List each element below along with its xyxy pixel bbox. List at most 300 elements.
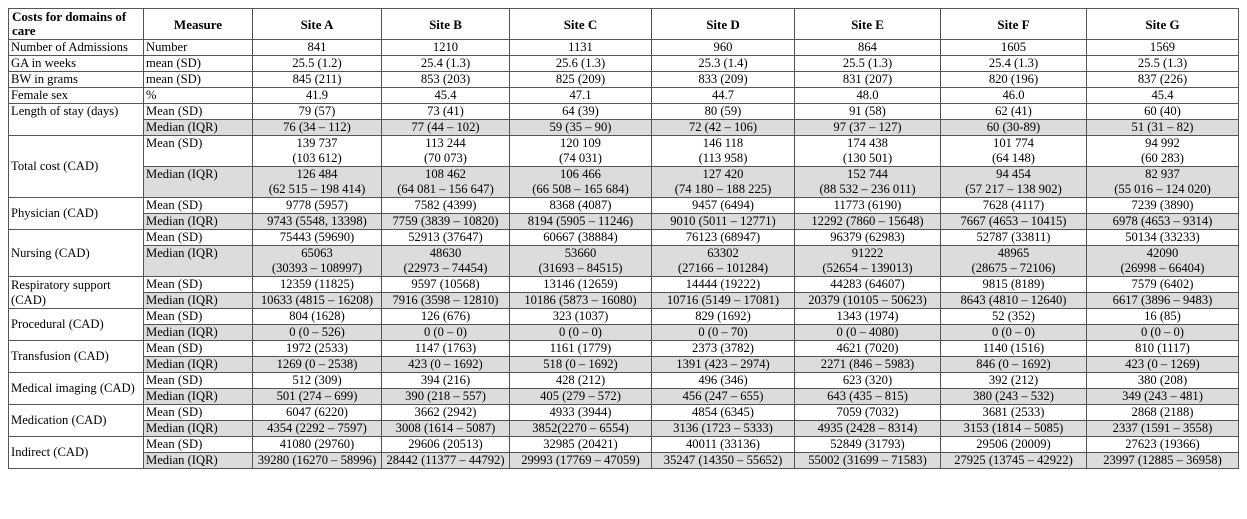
- table-cell: [1087, 437, 1239, 453]
- table-cell: [795, 230, 941, 246]
- cell-line: 7582 (4399): [414, 198, 477, 212]
- cell-line: 825 (209): [555, 72, 606, 86]
- table-cell: [1087, 230, 1239, 246]
- cell-line: 113 244: [425, 136, 466, 150]
- cost-table: [8, 8, 1239, 469]
- table-cell: [382, 373, 510, 389]
- cell-line: 94 454: [996, 167, 1031, 181]
- table-cell: [382, 437, 510, 453]
- cell-line: 1391 (423 – 2974): [676, 357, 770, 371]
- cell-line: 27623 (19366): [1125, 437, 1200, 451]
- cell-line: 152 744: [847, 167, 888, 181]
- table-row: [9, 405, 1239, 421]
- table-cell: [253, 357, 382, 373]
- measure-label: Median (IQR): [144, 357, 253, 373]
- cell-line: 6047 (6220): [286, 405, 348, 419]
- cell-line: 0 (0 – 0): [1140, 325, 1185, 339]
- cell-line: 23997 (12885 – 36958): [1103, 453, 1222, 467]
- table-cell: [253, 56, 382, 72]
- measure-label: Mean (SD): [144, 373, 253, 389]
- table-cell: [652, 56, 795, 72]
- table-cell: [1087, 341, 1239, 357]
- table-cell: [382, 167, 510, 198]
- table-cell: [1087, 40, 1239, 56]
- cell-line: 106 466: [560, 167, 601, 181]
- table-cell: [652, 277, 795, 293]
- cell-line: 25.6 (1.3): [555, 56, 606, 70]
- table-cell: [382, 198, 510, 214]
- table-cell: [253, 389, 382, 405]
- domain-label: Length of stay (days): [9, 104, 144, 136]
- table-cell: [652, 421, 795, 437]
- table-cell: [941, 230, 1087, 246]
- cell-line: 7059 (7032): [836, 405, 899, 419]
- table-cell: [510, 325, 652, 341]
- table-cell: [510, 246, 652, 277]
- cell-line: 28442 (11377 – 44792): [386, 453, 505, 467]
- table-cell: [941, 72, 1087, 88]
- cell-line: 1569: [1149, 40, 1176, 54]
- cell-line: 845 (211): [292, 72, 342, 86]
- domain-label: GA in weeks: [9, 56, 144, 72]
- measure-label: Median (IQR): [144, 167, 253, 198]
- cell-line: 831 (207): [842, 72, 893, 86]
- table-row: [9, 325, 1239, 341]
- table-cell: [253, 373, 382, 389]
- cell-line: 10716 (5149 – 17081): [666, 293, 780, 307]
- table-row: [9, 309, 1239, 325]
- table-cell: [652, 373, 795, 389]
- cell-line: 27925 (13745 – 42922): [954, 453, 1073, 467]
- table-cell: [795, 246, 941, 277]
- cell-line: 833 (209): [698, 72, 748, 86]
- cell-line: 60 (30-89): [986, 120, 1041, 134]
- table-cell: [382, 230, 510, 246]
- cell-line: 174 438: [847, 136, 888, 150]
- domain-label: Indirect (CAD): [9, 437, 144, 469]
- cell-line: 841: [307, 40, 327, 54]
- table-row: [9, 230, 1239, 246]
- measure-label: Mean (SD): [144, 309, 253, 325]
- table-row: [9, 88, 1239, 104]
- cell-line: 29506 (20009): [976, 437, 1051, 451]
- cell-line: 0 (0 – 0): [991, 325, 1036, 339]
- table-cell: [510, 373, 652, 389]
- cell-line: 59 (35 – 90): [549, 120, 612, 134]
- table-cell: [382, 421, 510, 437]
- cell-line: 79 (57): [298, 104, 336, 118]
- measure-label: Mean (SD): [144, 230, 253, 246]
- cell-line: 41080 (29760): [279, 437, 355, 451]
- domain-label: Physician (CAD): [9, 198, 144, 230]
- table-cell: [652, 246, 795, 277]
- measure-label: Median (IQR): [144, 421, 253, 437]
- cell-line: 25.4 (1.3): [988, 56, 1039, 70]
- cell-line: (130 501): [842, 151, 893, 165]
- table-cell: [253, 325, 382, 341]
- cell-line: 50134 (33233): [1125, 230, 1200, 244]
- cell-line: 7916 (3598 – 12810): [392, 293, 499, 307]
- table-row: [9, 214, 1239, 230]
- cell-line: 3852(2270 – 6554): [532, 421, 629, 435]
- cell-line: 1972 (2533): [286, 341, 348, 355]
- table-cell: [795, 357, 941, 373]
- cell-line: 72 (42 – 106): [688, 120, 758, 134]
- cell-line: 496 (346): [698, 373, 748, 387]
- cell-line: 55002 (31699 – 71583): [808, 453, 927, 467]
- measure-label: mean (SD): [144, 72, 253, 88]
- cell-line: 12292 (7860 – 15648): [811, 214, 924, 228]
- table-cell: [652, 40, 795, 56]
- domain-label: Nursing (CAD): [9, 230, 144, 277]
- table-row: [9, 389, 1239, 405]
- table-cell: [1087, 56, 1239, 72]
- table-cell: [382, 88, 510, 104]
- cell-line: 3662 (2942): [414, 405, 477, 419]
- cell-line: 25.5 (1.2): [292, 56, 342, 70]
- cell-line: 1131: [568, 40, 593, 54]
- table-cell: [510, 309, 652, 325]
- table-cell: [941, 453, 1087, 469]
- table-row: [9, 136, 1239, 167]
- cell-line: 1161 (1779): [549, 341, 612, 355]
- table-row: [9, 104, 1239, 120]
- cell-line: 63302: [707, 246, 739, 260]
- table-cell: [795, 293, 941, 309]
- cell-line: 42090: [1146, 246, 1179, 260]
- cell-line: 139 737: [296, 136, 338, 150]
- cell-line: 9815 (8189): [982, 277, 1045, 291]
- table-cell: [795, 405, 941, 421]
- cell-line: 44283 (64607): [830, 277, 905, 291]
- header-row: [9, 9, 1239, 40]
- cell-line: (103 612): [292, 151, 342, 165]
- cell-line: 7628 (4117): [982, 198, 1045, 212]
- table-cell: [253, 104, 382, 120]
- table-cell: [795, 341, 941, 357]
- table-cell: [253, 88, 382, 104]
- cell-line: (74 031): [558, 151, 603, 165]
- cell-line: 349 (243 – 481): [1122, 389, 1203, 403]
- table-cell: [795, 453, 941, 469]
- cell-line: 3153 (1814 – 5085): [963, 421, 1064, 435]
- cell-line: 120 109: [560, 136, 601, 150]
- domain-label: Procedural (CAD): [9, 309, 144, 341]
- cell-line: 2373 (3782): [692, 341, 754, 355]
- cell-line: 9778 (5957): [286, 198, 348, 212]
- cell-line: 77 (44 – 102): [411, 120, 480, 134]
- table-cell: [510, 405, 652, 421]
- table-cell: [382, 293, 510, 309]
- table-row: [9, 56, 1239, 72]
- table-cell: [652, 341, 795, 357]
- cell-line: 47.1: [569, 88, 592, 102]
- table-cell: [382, 389, 510, 405]
- table-cell: [652, 104, 795, 120]
- cell-line: 91222: [851, 246, 884, 260]
- cell-line: 428 (212): [555, 373, 606, 387]
- table-cell: [1087, 72, 1239, 88]
- cell-line: (55 016 – 124 020): [1114, 182, 1211, 196]
- cell-line: 456 (247 – 655): [682, 389, 764, 403]
- table-cell: [941, 277, 1087, 293]
- table-cell: [652, 405, 795, 421]
- cell-line: 4854 (6345): [692, 405, 754, 419]
- cell-line: 32985 (20421): [543, 437, 618, 451]
- table-cell: [382, 136, 510, 167]
- cell-line: 4935 (2428 – 8314): [817, 421, 918, 435]
- table-row: [9, 198, 1239, 214]
- cell-line: 0 (0 – 70): [698, 325, 748, 339]
- cell-line: 501 (274 – 699): [276, 389, 358, 403]
- table-cell: [941, 104, 1087, 120]
- cell-line: 623 (320): [842, 373, 893, 387]
- cell-line: (64 081 – 156 647): [397, 182, 494, 196]
- table-cell: [510, 357, 652, 373]
- table-cell: [382, 120, 510, 136]
- table-cell: [253, 309, 382, 325]
- cell-line: 101 774: [993, 136, 1034, 150]
- header-site-d: Site D: [652, 9, 795, 40]
- cell-line: (60 283): [1140, 151, 1185, 165]
- cell-line: 2868 (2188): [1131, 405, 1194, 419]
- cell-line: 7579 (6402): [1131, 277, 1194, 291]
- table-cell: [941, 437, 1087, 453]
- table-cell: [941, 214, 1087, 230]
- table-row: [9, 277, 1239, 293]
- cell-line: 8368 (4087): [549, 198, 612, 212]
- table-cell: [253, 198, 382, 214]
- measure-label: Mean (SD): [144, 437, 253, 453]
- table-row: [9, 293, 1239, 309]
- cell-line: 52913 (37647): [408, 230, 483, 244]
- table-cell: [1087, 293, 1239, 309]
- table-cell: [382, 277, 510, 293]
- cell-line: 4621 (7020): [836, 341, 899, 355]
- cell-line: 10633 (4815 – 16208): [260, 293, 374, 307]
- cell-line: 45.4: [434, 88, 457, 102]
- measure-label: Mean (SD): [144, 136, 253, 167]
- cell-line: 1210: [432, 40, 459, 54]
- table-cell: [652, 293, 795, 309]
- cell-line: (31693 – 84515): [538, 261, 623, 275]
- table-row: [9, 246, 1239, 277]
- cell-line: 0 (0 – 526): [289, 325, 345, 339]
- table-cell: [382, 56, 510, 72]
- table-cell: [941, 88, 1087, 104]
- table-body: [9, 40, 1239, 469]
- header-site-e: Site E: [795, 9, 941, 40]
- cell-line: 76123 (68947): [685, 230, 761, 244]
- cell-line: 323 (1037): [552, 309, 609, 323]
- measure-label: Number: [144, 40, 253, 56]
- measure-label: Mean (SD): [144, 405, 253, 421]
- cell-line: 41.9: [305, 88, 329, 102]
- table-cell: [1087, 405, 1239, 421]
- measure-label: Mean (SD): [144, 104, 253, 120]
- cell-line: (22973 – 74454): [403, 261, 488, 275]
- table-cell: [941, 357, 1087, 373]
- table-cell: [253, 421, 382, 437]
- table-row: [9, 453, 1239, 469]
- table-cell: [652, 325, 795, 341]
- cell-line: 25.3 (1.4): [698, 56, 748, 70]
- table-cell: [795, 214, 941, 230]
- table-cell: [510, 104, 652, 120]
- table-cell: [510, 136, 652, 167]
- cell-line: 126 (676): [420, 309, 471, 323]
- table-cell: [795, 88, 941, 104]
- cell-line: 7239 (3890): [1131, 198, 1194, 212]
- cell-line: 846 (0 – 1692): [976, 357, 1051, 371]
- cell-line: 25.5 (1.3): [842, 56, 893, 70]
- header-site-b: Site B: [382, 9, 510, 40]
- cell-line: 75443 (59690): [279, 230, 355, 244]
- cell-line: 126 484: [296, 167, 338, 181]
- table-cell: [1087, 120, 1239, 136]
- cell-line: 4354 (2292 – 7597): [267, 421, 367, 435]
- cell-line: (66 508 – 165 684): [532, 182, 629, 196]
- cell-line: 11773 (6190): [833, 198, 902, 212]
- cell-line: 829 (1692): [695, 309, 751, 323]
- cell-line: 8643 (4810 – 12640): [960, 293, 1067, 307]
- cell-line: 394 (216): [420, 373, 471, 387]
- table-cell: [1087, 167, 1239, 198]
- table-cell: [941, 341, 1087, 357]
- table-cell: [941, 309, 1087, 325]
- header-domain: Costs for domains of care: [9, 9, 144, 40]
- table-cell: [795, 437, 941, 453]
- table-cell: [382, 325, 510, 341]
- table-cell: [795, 167, 941, 198]
- cell-line: 6978 (4653 – 9314): [1112, 214, 1213, 228]
- cell-line: 64 (39): [562, 104, 599, 118]
- table-row: [9, 421, 1239, 437]
- table-row: [9, 341, 1239, 357]
- cell-line: 60667 (38884): [543, 230, 618, 244]
- table-cell: [1087, 453, 1239, 469]
- cell-line: (26998 – 66404): [1120, 261, 1205, 275]
- cell-line: 1140 (1516): [982, 341, 1045, 355]
- table-cell: [941, 405, 1087, 421]
- measure-label: %: [144, 88, 253, 104]
- table-cell: [941, 120, 1087, 136]
- cell-line: 4933 (3944): [549, 405, 612, 419]
- table-cell: [1087, 389, 1239, 405]
- table-cell: [941, 373, 1087, 389]
- cell-line: 3008 (1614 – 5087): [395, 421, 496, 435]
- cell-line: (113 958): [698, 151, 748, 165]
- table-cell: [510, 230, 652, 246]
- table-row: [9, 120, 1239, 136]
- cell-line: 76 (34 – 112): [283, 120, 351, 134]
- domain-label: Respiratory support (CAD): [9, 277, 144, 309]
- cell-line: 512 (309): [292, 373, 342, 387]
- table-row: [9, 167, 1239, 198]
- table-row: [9, 72, 1239, 88]
- table-cell: [253, 120, 382, 136]
- cell-line: (28675 – 72106): [971, 261, 1056, 275]
- measure-label: Median (IQR): [144, 293, 253, 309]
- table-cell: [652, 309, 795, 325]
- header-site-c: Site C: [510, 9, 652, 40]
- cell-line: 960: [713, 40, 733, 54]
- table-cell: [510, 421, 652, 437]
- cell-line: 0 (0 – 4080): [836, 325, 899, 339]
- cell-line: 820 (196): [988, 72, 1039, 86]
- table-cell: [253, 277, 382, 293]
- table-cell: [382, 246, 510, 277]
- cell-line: 864: [858, 40, 877, 54]
- table-cell: [510, 198, 652, 214]
- domain-label: Female sex: [9, 88, 144, 104]
- table-cell: [253, 72, 382, 88]
- table-cell: [1087, 309, 1239, 325]
- table-cell: [1087, 246, 1239, 277]
- table-cell: [382, 214, 510, 230]
- table-cell: [382, 357, 510, 373]
- cell-line: 380 (243 – 532): [973, 389, 1054, 403]
- cell-line: 51 (31 – 82): [1131, 120, 1194, 134]
- table-cell: [652, 214, 795, 230]
- table-cell: [941, 198, 1087, 214]
- table-row: [9, 40, 1239, 56]
- cell-line: 108 462: [425, 167, 466, 181]
- cell-line: 2271 (846 – 5983): [820, 357, 915, 371]
- cell-line: 3681 (2533): [982, 405, 1045, 419]
- table-cell: [510, 277, 652, 293]
- table-cell: [941, 293, 1087, 309]
- cell-line: 0 (0 – 0): [558, 325, 603, 339]
- table-cell: [253, 214, 382, 230]
- cell-line: 48965: [997, 246, 1030, 260]
- table-cell: [795, 325, 941, 341]
- table-cell: [382, 104, 510, 120]
- header-site-g: Site G: [1087, 9, 1239, 40]
- cell-line: 35247 (14350 – 55652): [663, 453, 783, 467]
- table-cell: [510, 293, 652, 309]
- domain-label: Number of Admissions: [9, 40, 144, 56]
- measure-label: Median (IQR): [144, 325, 253, 341]
- table-cell: [253, 40, 382, 56]
- cell-line: 48630: [429, 246, 462, 260]
- table-cell: [253, 453, 382, 469]
- cell-line: 9597 (10568): [411, 277, 480, 291]
- table-cell: [510, 88, 652, 104]
- table-cell: [510, 167, 652, 198]
- cell-line: (57 217 – 138 902): [965, 182, 1062, 196]
- table-cell: [652, 357, 795, 373]
- measure-label: Mean (SD): [144, 198, 253, 214]
- table-cell: [510, 437, 652, 453]
- table-cell: [382, 405, 510, 421]
- cell-line: 423 (0 – 1692): [408, 357, 483, 371]
- cell-line: 2337 (1591 – 3558): [1112, 421, 1213, 435]
- table-cell: [382, 40, 510, 56]
- cell-line: 1343 (1974): [836, 309, 899, 323]
- cell-line: 643 (435 – 815): [827, 389, 908, 403]
- table-cell: [1087, 357, 1239, 373]
- cell-line: (64 148): [991, 151, 1036, 165]
- table-cell: [652, 389, 795, 405]
- cell-line: 29606 (20513): [408, 437, 483, 451]
- cell-line: 1269 (0 – 2538): [276, 357, 358, 371]
- table-cell: [652, 120, 795, 136]
- table-cell: [941, 56, 1087, 72]
- cell-line: 810 (1117): [1135, 341, 1190, 355]
- cell-line: 52 (352): [991, 309, 1036, 323]
- table-cell: [941, 421, 1087, 437]
